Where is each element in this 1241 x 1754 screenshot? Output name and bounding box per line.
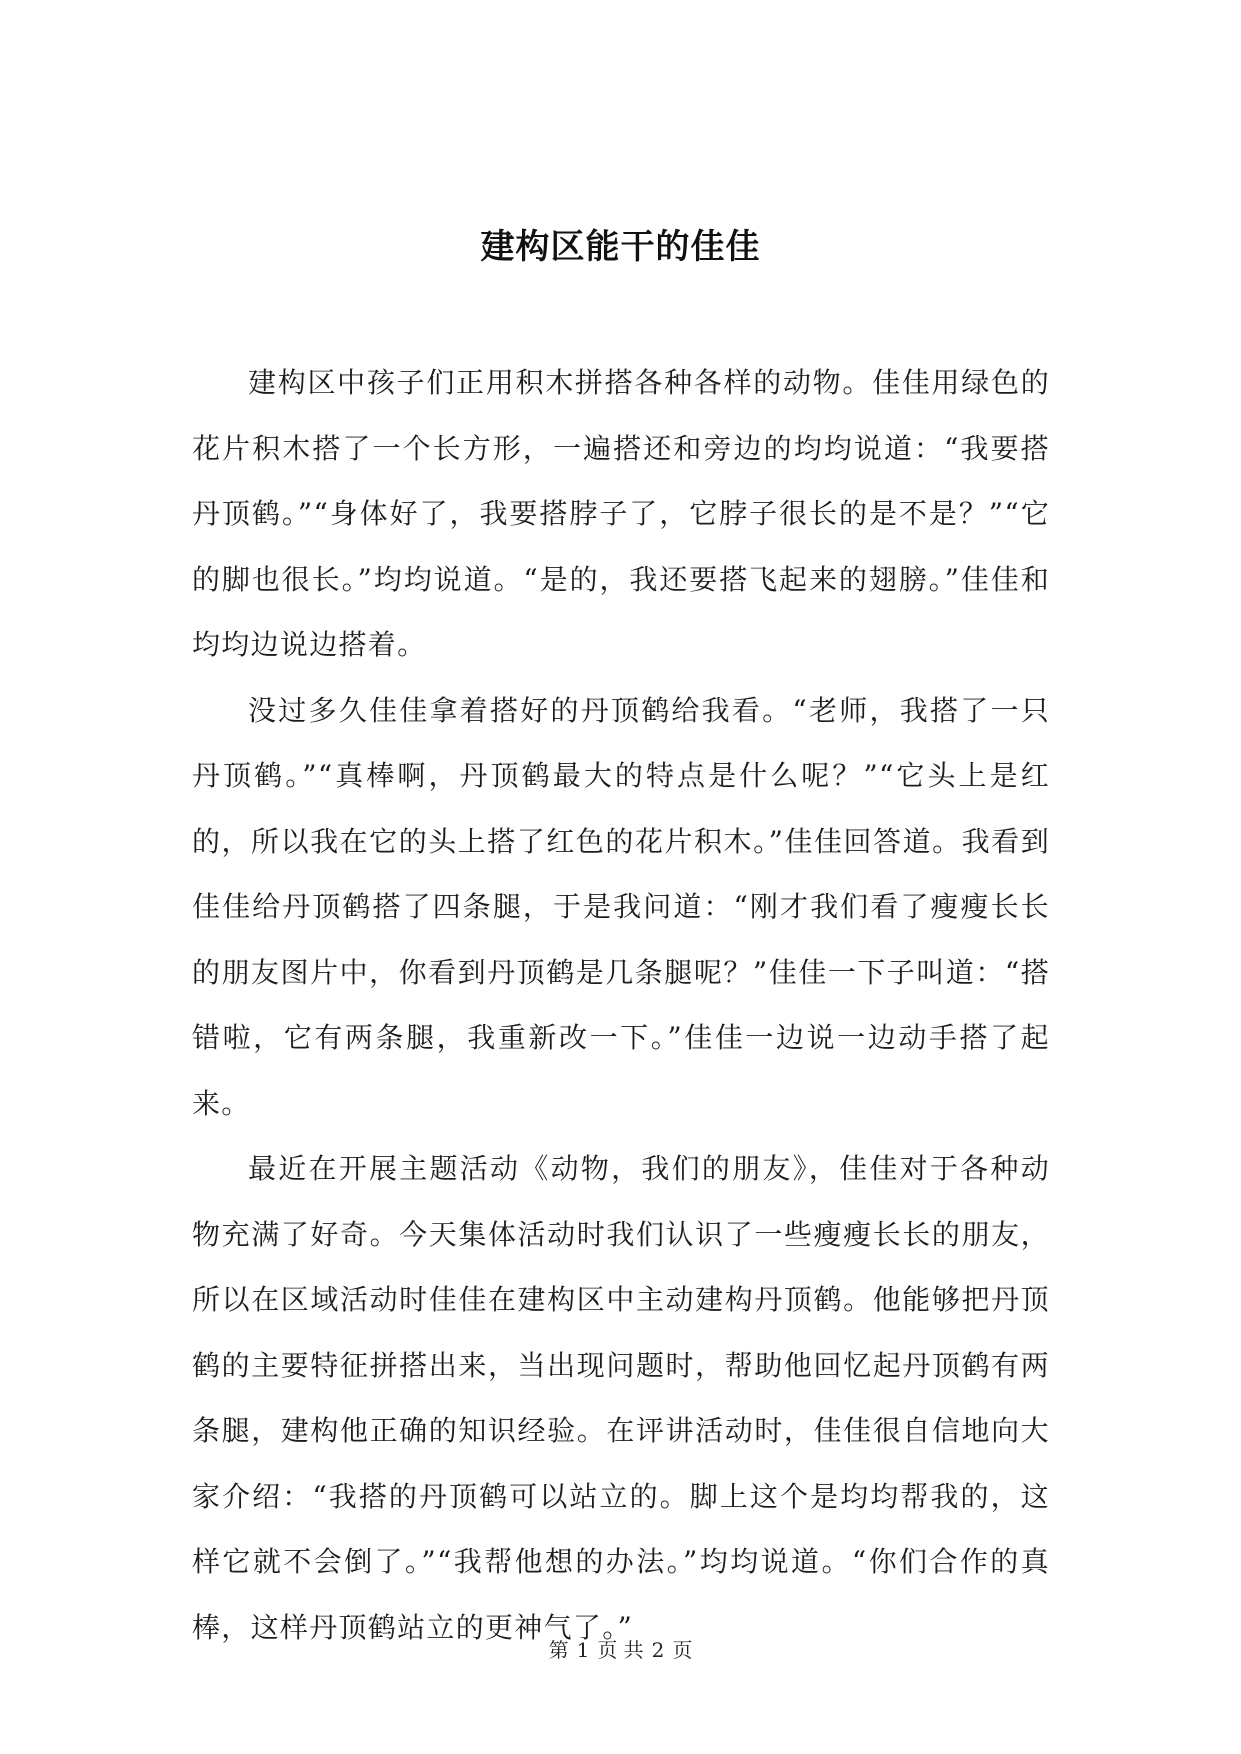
paragraph-2: 没过多久佳佳拿着搭好的丹顶鹤给我看。“老师，我搭了一只丹顶鹤。”“真棒啊，丹顶鹤最大的特点是什么呢？”“它头上是红的，所以我在它的头上搭了红色的花片积木。”佳佳回答道。我看到佳佳给丹顶鹤搭了四条腿，于是我问道：“刚才我们看了瘦瘦长长的朋友图片中，你看到丹顶鹤是几条腿呢？”佳佳一下子叫道：“搭错啦，它有两条腿，我重新改一下。”佳佳一边说一边动手搭了起来。	[192, 693, 1050, 1120]
page-label-suffix: 页	[672, 1638, 693, 1662]
paragraph-3: 最近在开展主题活动《动物，我们的朋友》，佳佳对于各种动物充满了好奇。今天集体活动时我们认识了一些瘦瘦长长的朋友，所以在区域活动时佳佳在建构区中主动建构丹顶鹤。他能够把丹顶鹤的主要特征拼搭出来，当出现问题时，帮助他回忆起丹顶鹤有两条腿，建构他正确的知识经验。在评讲活动时，佳佳很自信地向大家介绍：“我搭的丹顶鹤可以站立的。脚上这个是均均帮我的，这样它就不会倒了。”“我帮他想的办法。”均均说道。“你们合作的真棒，这样丹顶鹤站立的更神气了。”	[192, 1152, 1050, 1644]
current-page-number: 1	[576, 1638, 590, 1662]
page-footer	[0, 1636, 1241, 1664]
document-body	[192, 350, 1050, 1660]
page-label-mid: 页 共	[597, 1638, 644, 1662]
paragraph-1: 建构区中孩子们正用积木拼搭各种各样的动物。佳佳用绿色的花片积木搭了一个长方形，一遍搭还和旁边的均均说道：“我要搭丹顶鹤。”“身体好了，我要搭脖子了，它脖子很长的是不是？”“它的脚也很长。”均均说道。“是的，我还要搭飞起来的翅膀。”佳佳和均均边说边搭着。	[192, 366, 1050, 661]
document-title: 建构区能干的佳佳	[480, 227, 761, 267]
page-label-prefix: 第	[548, 1638, 569, 1662]
total-pages-number: 2	[651, 1638, 665, 1662]
